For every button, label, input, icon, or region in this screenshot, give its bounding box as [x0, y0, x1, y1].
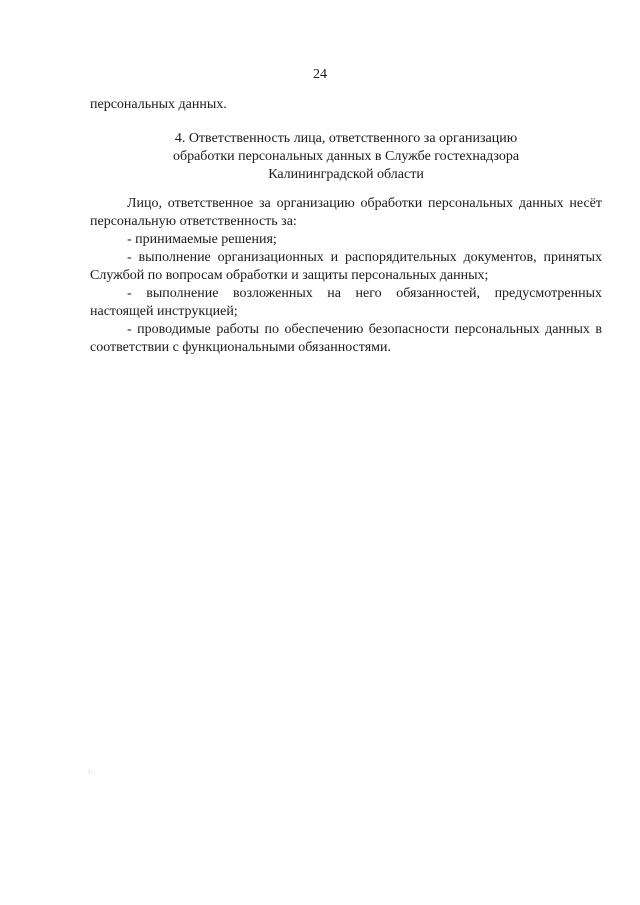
continuation-text: персональных данных. — [90, 97, 227, 112]
section-heading — [90, 130, 602, 184]
section-body — [90, 195, 602, 357]
section-heading-line: 4. Ответственность лица, ответственного за организацию — [174, 131, 518, 146]
section-heading-line: обработки персональных данных в Службе гостехнадзора — [172, 149, 520, 164]
list-item: - выполнение возложенных на него обязанностей, предусмотренных настоящей инструкцией; — [90, 286, 602, 319]
page-number: 24 — [313, 67, 327, 82]
list-item: - принимаемые решения; — [127, 232, 277, 247]
list-item: - проводимые работы по обеспечению безопасности персональных данных в соответствии с функциональными обязанностями. — [90, 322, 602, 355]
list-item: - выполнение организационных и распорядительных документов, принятых Службой по вопросам обработки и защиты персональных данных; — [90, 250, 602, 283]
section-heading-line: Калининградской области — [268, 167, 424, 182]
scan-speck — [89, 771, 90, 772]
intro-paragraph: Лицо, ответственное за организацию обработки персональных данных несёт персональную ответственность за: — [90, 196, 602, 229]
